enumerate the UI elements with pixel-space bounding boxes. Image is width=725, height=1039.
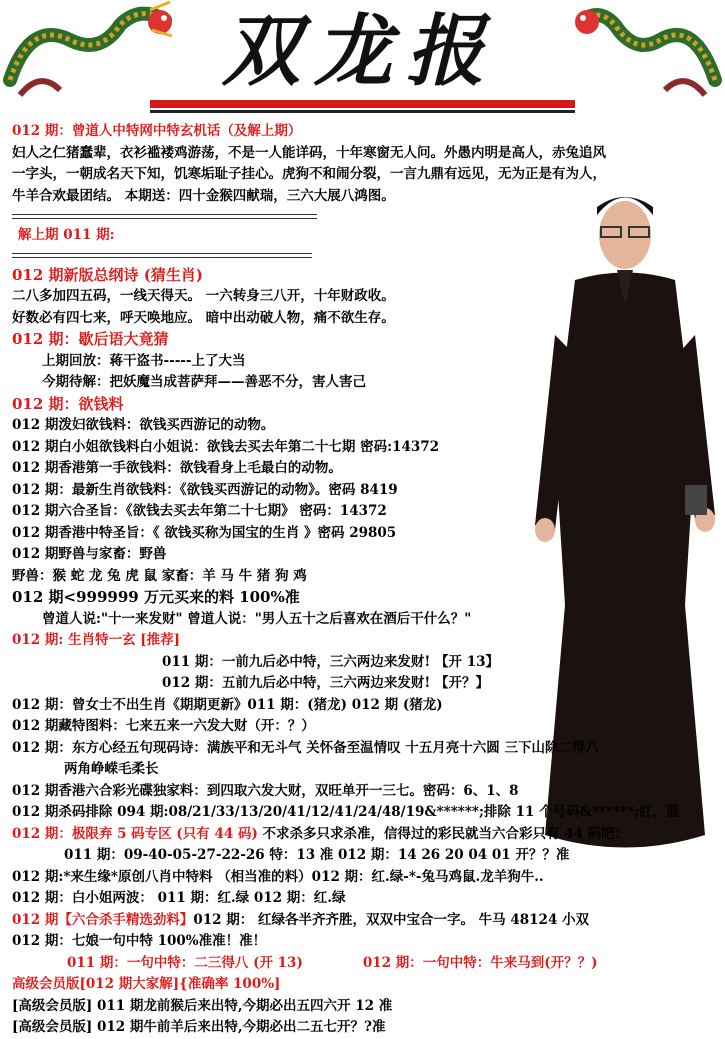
article-content <box>12 121 712 1039</box>
text-line <box>12 953 712 975</box>
page-title: 双龙报 <box>221 7 498 97</box>
text-line: 012 期：东方心经五句现码诗：满族平和无斗气 关怀备至温情叹 十五月亮十六圆 三下山除二得八 <box>12 739 599 756</box>
text-line: 两角峥嵘毛柔长 <box>64 761 159 777</box>
text-line: 曾道人说:"十一来发财" 曾道人说："男人五十之后喜欢在酒后干什么？" <box>42 610 472 627</box>
text-line: 012 期：最新生肖欲钱料：《欲钱买西游记的动物》。密码 8419 <box>12 481 398 498</box>
title-underline-dark <box>150 110 575 113</box>
text-line: 012 期：曾女士不出生肖《期期更新》011 期：(猪龙) 012 期 (猪龙) <box>12 696 443 713</box>
text-line: 012 期杀码排除 094 期:08/21/33/13/20/41/12/41/24/48/19&******;排除 11 个号码&******;红，蓝 <box>12 804 680 820</box>
text-line: 011 期：09-40-05-27-22-26 特：13 准 012 期：14 26 20 04 01 开？？准 <box>64 847 570 863</box>
text-line: 011 期：一前九后必中特，三六两边来发财! 【开 13】 <box>162 653 499 670</box>
section-heading: 012 期：欲钱料 <box>12 394 124 413</box>
section-heading: 012 期：曾道人中特网中特玄机话（及解上期） <box>12 123 302 139</box>
text-line: 012 期野兽与家畜：野兽 <box>12 546 167 562</box>
text-line: 012 期六合圣旨：《欲钱去买去年第二十七期》 密码：14372 <box>12 503 387 519</box>
right-dragon-icon <box>575 0 725 110</box>
text-line <box>12 824 712 846</box>
text-line: 012 期：五前九后必中特，三六两边来发财! 【开？】 <box>162 675 490 691</box>
text-line: 012 期香港第一手欲钱料：欲钱看身上毛最白的动物。 <box>12 460 342 476</box>
text-line: [高级会员版] 012 期牛前羊后来出特,今期必出二五七开？?准 <box>12 1019 386 1035</box>
text-line: 012 期<999999 万元买来的料 100%准 <box>12 588 300 606</box>
text-line: 好数必有四七来，呼天唤地应。 暗中出动破人物，痛不欲生存。 <box>12 309 395 326</box>
masthead <box>0 0 725 118</box>
section-heading: 高级会员版[012 期大家解]{准确率 100%] <box>12 976 281 992</box>
text-fragment: 不求杀多只求杀准，信得过的彩民就当六合彩只有 44 码吧! <box>257 825 621 842</box>
text-line: 012 期香港六合彩光碟独家料：到四取六发大财，双旺单开一三七。密码：6、1、8 <box>12 782 519 799</box>
section-heading: 012 期: 生肖特一玄 [推荐] <box>12 632 181 648</box>
text-line <box>12 910 712 932</box>
text-fragment: 012 期： 红绿各半齐齐胜，双双中宝合一字。 牛马 48124 小双 <box>193 911 590 928</box>
text-line: 012 期：白小姐两波： 011 期：红.绿 012 期：红.绿 <box>12 890 346 906</box>
text-line: 一字头，一朝成名天下知，饥寒垢耻子挂心。虎狗不和闹分裂，一言九鼎有远见，无为正是有为人， <box>12 166 606 182</box>
text-line: 012 期:*来生缘*原创八肖中特料 （相当准的料）012 期：红.绿-*-兔马鸡鼠.龙羊狗牛.. <box>12 868 544 885</box>
text-fragment: 012 期：一句中特：牛来马到(开？？) <box>362 954 598 971</box>
text-line: 012 期藏特图料：七来五来一六发大财（开：？） <box>12 718 315 734</box>
text-line: [高级会员版] 011 期龙前猴后来出特,今期必出五四六开 12 准 <box>12 997 393 1014</box>
text-line: 今期待解：把妖魔当成菩萨拜——善恶不分，害人害己 <box>42 374 366 390</box>
text-line: 二八多加四五码，一线天得天。 一六转身三八开，十年财政收。 <box>12 288 395 304</box>
text-line: 牛羊合欢最团结。 本期送：四十金猴四献瑞，三六大展八鸿图。 <box>12 187 395 204</box>
text-fragment: 011 期：一句中特：二三得八 (开 13) <box>67 954 303 971</box>
section-heading: 012 期新版总纲诗 (猜生肖) <box>12 265 203 284</box>
title-underline-red <box>150 100 575 108</box>
text-line: 012 期香港中特圣旨：《 欲钱买称为国宝的生肖 》密码 29805 <box>12 524 397 541</box>
section-heading: 012 期：极限弃 5 码专区 (只有 44 码) <box>12 825 258 842</box>
text-line: 上期回放：蒋干盗书-----上了大当 <box>42 352 246 369</box>
text-line: 012 期：七娘一句中特 100%准准！准！ <box>12 933 267 949</box>
section-heading: 012 期【六合杀手精选劲料】 <box>12 911 194 928</box>
divider <box>12 207 712 225</box>
divider <box>12 247 712 265</box>
left-dragon-icon <box>0 0 175 110</box>
text-line: 012 期白小姐欲钱料白小姐说：欲钱去买去年第二十七期 密码:14372 <box>12 438 440 455</box>
section-heading: 012 期：歇后语大竟猜 <box>12 330 169 348</box>
text-line: 妇人之仁猪蠢辈，衣衫褴褛鸡游荡，不是一人能详码，十年寒窗无人问。外愚内明是高人，赤兔追风 <box>12 144 606 161</box>
section-heading: 解上期 011 期: <box>18 227 115 243</box>
text-line: 012 期泼妇欲钱料：欲钱买西游记的动物。 <box>12 417 275 433</box>
text-line: 野兽：猴 蛇 龙 兔 虎 鼠 家畜：羊 马 牛 猪 狗 鸡 <box>12 567 307 584</box>
